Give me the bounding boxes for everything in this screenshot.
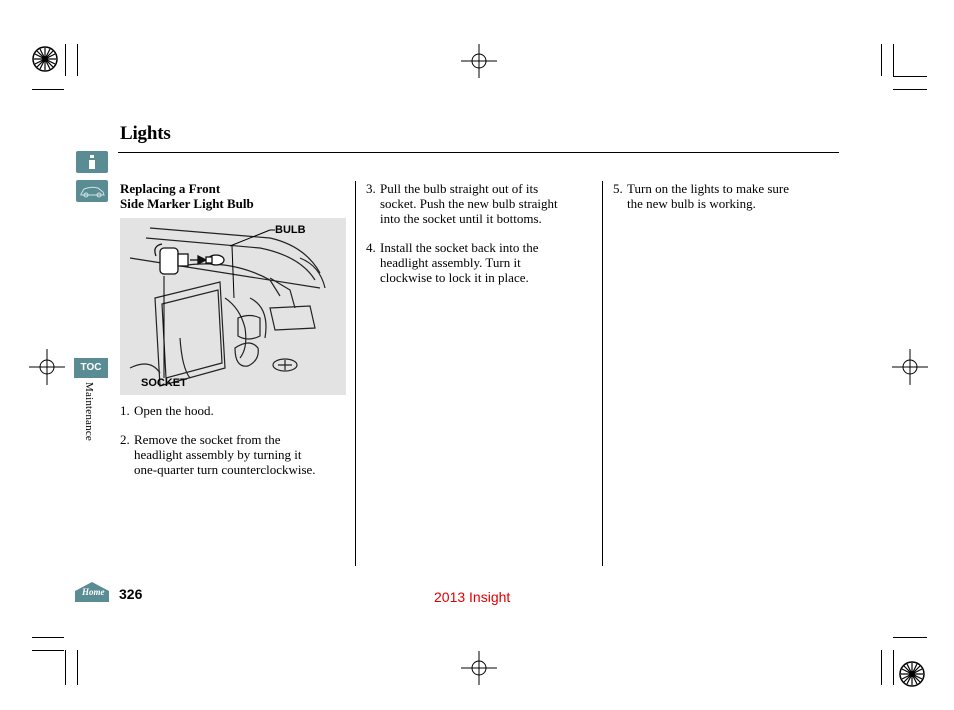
step-text: Remove the socket from the [134, 432, 281, 447]
step-item [366, 240, 601, 285]
page-number: 326 [119, 586, 143, 602]
step-text: Turn on the lights to make sure [627, 181, 790, 196]
step-text: headlight assembly. Turn it [380, 255, 521, 270]
car-tab[interactable] [76, 180, 108, 202]
step-number: 4. [366, 240, 376, 255]
step-text: one-quarter turn counterclockwise. [134, 462, 316, 477]
step-text: into the socket until it bottoms. [380, 211, 542, 226]
title-divider [118, 152, 839, 153]
step-item [366, 181, 601, 226]
step-text: headlight assembly by turning it [134, 447, 302, 462]
crosshair-icon [29, 349, 65, 385]
toc-button[interactable]: TOC [74, 358, 108, 378]
section-label: Maintenance [83, 382, 95, 442]
socket-label: SOCKET [141, 377, 187, 389]
crosshair-icon [461, 44, 497, 78]
headlight-diagram [120, 218, 346, 395]
section-heading-line: Replacing a Front [120, 181, 221, 196]
step-text: clockwise to lock it in place. [380, 270, 529, 285]
step-text: socket. Push the new bulb straight [380, 196, 558, 211]
step-item [613, 181, 838, 211]
column-divider [355, 181, 356, 566]
registration-target-icon [30, 44, 60, 74]
step-item [120, 432, 355, 477]
step-text: Pull the bulb straight out of its [380, 181, 539, 196]
footer-model-name: 2013 Insight [434, 589, 511, 605]
step-text: Open the hood. [134, 403, 214, 418]
section-heading [120, 181, 254, 211]
bulb-label: BULB [275, 224, 306, 236]
section-heading-line: Side Marker Light Bulb [120, 196, 254, 211]
step-number: 2. [120, 432, 130, 447]
step-item [120, 403, 355, 418]
registration-target-icon [897, 659, 927, 689]
page-title: Lights [120, 123, 171, 144]
home-label: Home [82, 587, 105, 597]
info-icon [76, 151, 108, 173]
crosshair-icon [892, 349, 928, 385]
step-text: the new bulb is working. [627, 196, 756, 211]
car-icon [76, 180, 108, 202]
home-button[interactable] [74, 581, 110, 607]
step-number: 1. [120, 403, 130, 418]
step-number: 3. [366, 181, 376, 196]
step-text: Install the socket back into the [380, 240, 539, 255]
crosshair-icon [461, 651, 497, 685]
column-divider [602, 181, 603, 566]
info-tab[interactable] [76, 151, 108, 173]
bulb-socket-illustration [120, 218, 346, 395]
step-number: 5. [613, 181, 623, 196]
